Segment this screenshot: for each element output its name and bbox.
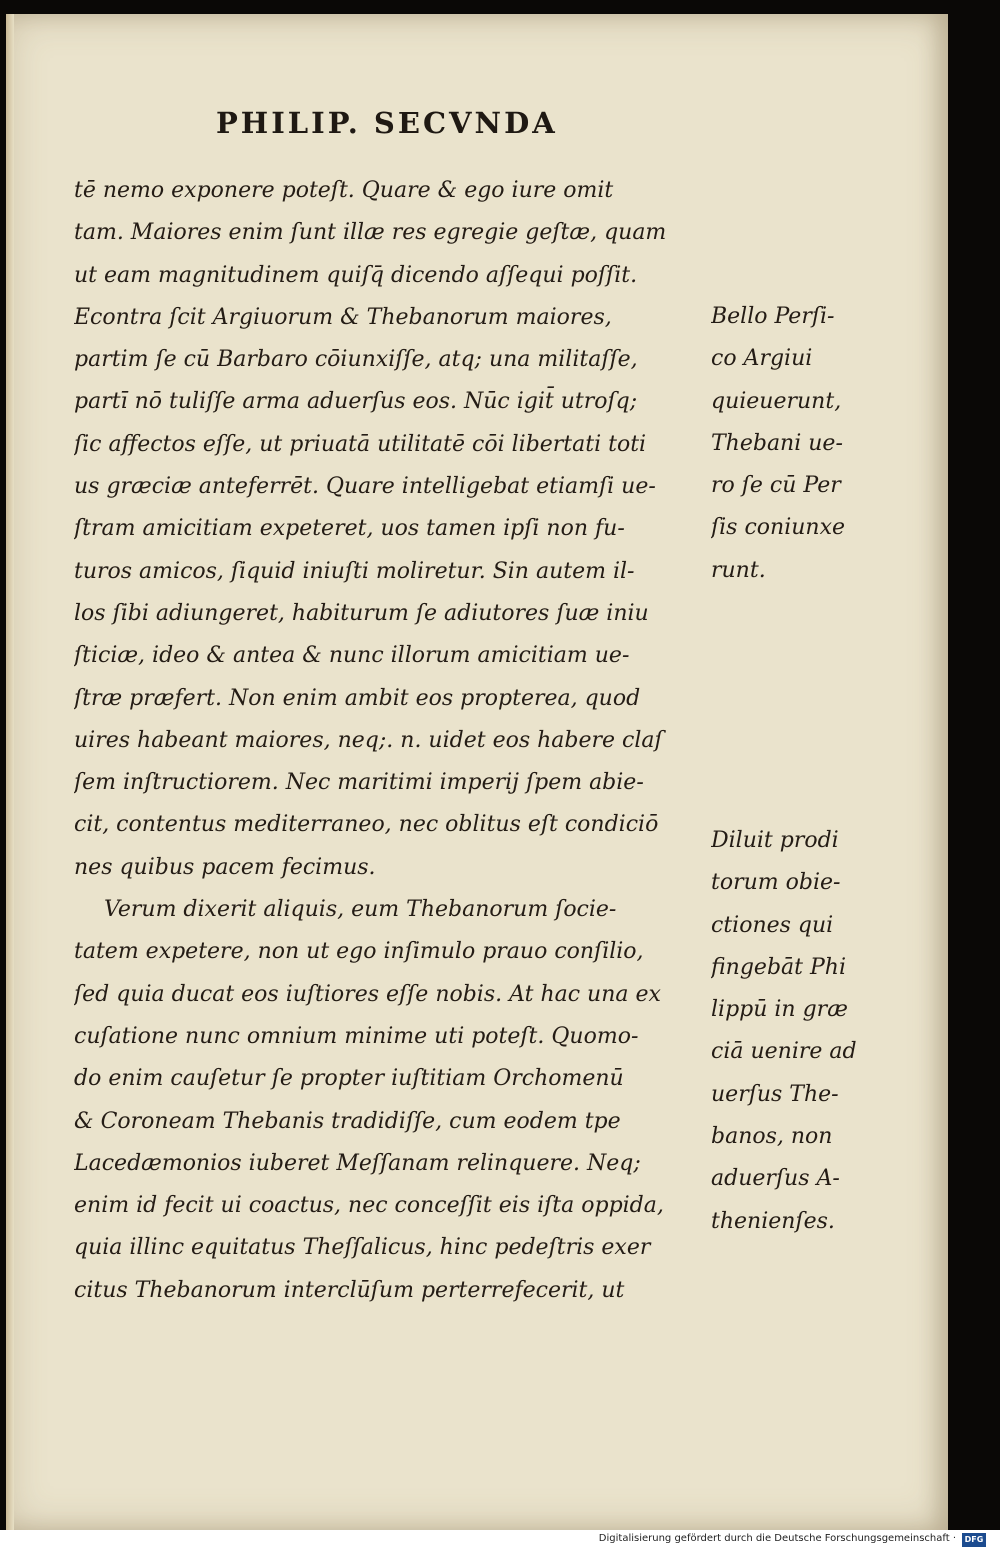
page-gutter-shadow (6, 14, 14, 1530)
running-head: PHILIP. SECVNDA (216, 106, 558, 140)
marginal-note-diluit (711, 820, 891, 1243)
book-page (6, 14, 948, 1530)
text-line: ſic affectos eſſe, ut priuatā utilitatē cōi libertati toti (74, 431, 647, 457)
text-line: uires habeant maiores, neq;. n. uidet eos habere claſ (74, 727, 663, 753)
text-line: citus Thebanorum interclūſum perterrefecerit, ut (74, 1277, 625, 1303)
marginal-note-bello-persico (711, 296, 891, 592)
digitization-footer (0, 1530, 1000, 1552)
note-line: quieuerunt, (711, 388, 842, 414)
note-line: lippū in græ (711, 997, 848, 1023)
text-line: ſed quia ducat eos iuſtiores eſſe nobis. At hac una ex (74, 981, 661, 1007)
text-line: los ſibi adiungeret, habiturum ſe adiutores ſuæ iniu (74, 600, 649, 626)
main-text-block (74, 170, 709, 1312)
text-line: enim id fecit ui coactus, nec conceſſit eis iſta oppida, (74, 1193, 664, 1219)
text-line: cuſatione nunc omnium minime uti poteſt. Quomo- (74, 1023, 639, 1049)
note-line: co Argiui (711, 346, 813, 372)
text-line: us græciæ anteferrēt. Quare intelligebat etiamſi ue- (74, 474, 656, 500)
text-line: nes quibus pacem fecimus. (74, 854, 376, 880)
text-line: tē nemo exponere poteſt. Quare & ego iure omit (74, 178, 614, 203)
note-line: torum obie- (711, 870, 841, 896)
text-line: cit, contentus mediterraneo, nec oblitus eſt condiciō (74, 812, 659, 838)
note-line: aduerſus A- (711, 1166, 840, 1192)
note-line: Bello Perſi- (711, 304, 835, 329)
text-line: turos amicos, ſiquid iniuſti moliretur. Sin autem il- (74, 558, 635, 584)
text-line: tam. Maiores enim ſunt illæ res egregie geſtæ, quam (74, 220, 667, 246)
text-line: partī nō tuliſſe arma aduerſus eos. Nūc igit̄ utroſq; (74, 389, 638, 415)
dfg-logo-icon: DFG (962, 1533, 986, 1547)
text-line: Lacedæmonios iuberet Meſſanam relinquere. Neq; (74, 1150, 641, 1176)
text-line: do enim cauſetur ſe propter iuſtitiam Orchomenū (74, 1066, 624, 1092)
paragraph-start-line: Verum dixerit aliquis, eum Thebanorum ſocie- (104, 897, 617, 923)
note-line: banos, non (711, 1124, 833, 1150)
note-line: ſis coniunxe (711, 515, 845, 541)
note-line: ctiones qui (711, 912, 834, 938)
note-line: runt. (711, 557, 766, 583)
text-line: partim ſe cū Barbaro cōiunxiſſe, atq; una militaſſe, (74, 347, 638, 373)
text-line: ut eam magnitudinem quiſq̄ dicendo aſſequi poſſit. (74, 262, 638, 288)
text-line: ſtræ præfert. Non enim ambit eos propterea, quod (74, 685, 641, 711)
note-line: thenienſes. (711, 1208, 835, 1234)
text-line: ſticiæ, ideo & antea & nunc illorum amicitiam ue- (74, 643, 630, 669)
text-line: quia illinc equitatus Theſſalicus, hinc pedeſtris exer (74, 1235, 651, 1261)
note-line: ro ſe cū Per (711, 473, 841, 499)
note-line: Thebani ue- (711, 430, 843, 456)
funding-credit: Digitalisierung gefördert durch die Deutsche Forschungsgemeinschaft · (598, 1533, 956, 1544)
note-line: ciā uenire ad (711, 1039, 857, 1065)
note-line: Diluit prodi (711, 828, 839, 853)
text-line: ſtram amicitiam expeteret, uos tamen ipſi non fu- (74, 516, 625, 542)
note-line: fingebāt Phi (711, 954, 846, 980)
text-line: & Coroneam Thebanis tradidiſſe, cum eodem tpe (74, 1108, 621, 1134)
text-line: tatem expetere, non ut ego inſimulo prauo conſilio, (74, 939, 644, 965)
text-line: Econtra ſcit Argiuorum & Thebanorum maiores, (74, 304, 612, 330)
text-line: ſem inſtructiorem. Nec maritimi imperij ſpem abie- (74, 770, 644, 796)
note-line: uerſus The- (711, 1081, 839, 1107)
